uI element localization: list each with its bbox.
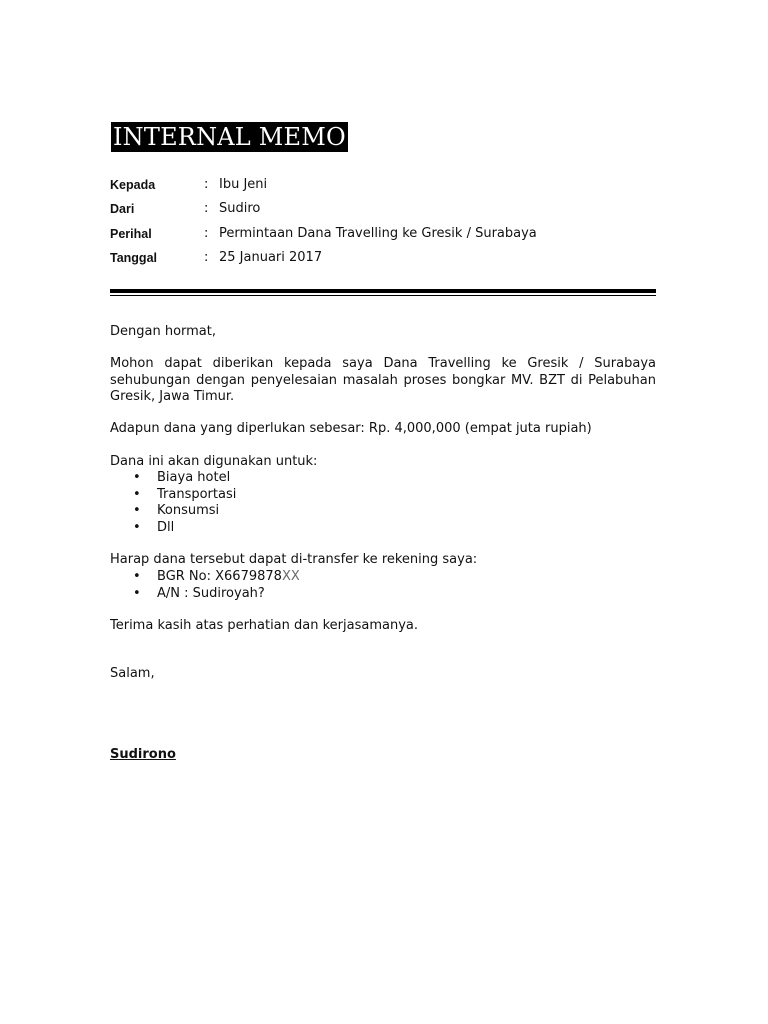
header-label: Kepada [110, 178, 156, 192]
list-item-text: Transportasi [157, 486, 237, 502]
header-colon: : [204, 250, 209, 265]
bullet-icon: • [133, 470, 141, 485]
header-value: Sudiro [219, 201, 261, 216]
header-divider-thin [110, 295, 656, 296]
header-colon: : [204, 201, 209, 216]
list-item [110, 569, 656, 586]
memo-title: INTERNAL MEMO [113, 123, 346, 151]
account-number-masked: XX [281, 569, 300, 584]
list-item-text: Biaya hotel [157, 470, 231, 485]
bullet-icon: • [133, 503, 141, 518]
header-colon: : [204, 226, 209, 241]
transfer-intro: Harap dana tersebut dapat di-transfer ke rekening saya: [110, 552, 478, 567]
header-row-kepada [110, 175, 670, 195]
list-item [110, 470, 656, 487]
header-colon: : [204, 177, 209, 192]
header-row-tanggal [110, 248, 670, 268]
header-label: Perihal [110, 227, 152, 241]
bullet-icon: • [133, 519, 141, 535]
header-label: Dari [110, 202, 135, 216]
signature-name: Sudirono [110, 747, 176, 762]
greeting: Dengan hormat, [110, 324, 217, 339]
list-item [110, 586, 656, 603]
closing-text: Terima kasih atas perhatian dan kerjasamanya. [110, 618, 419, 633]
list-item-text: Konsumsi [157, 503, 220, 518]
list-item [110, 503, 656, 520]
paragraph-amount: Adapun dana yang diperlukan sebesar: Rp. 4,000,000 (empat juta rupiah) [110, 421, 592, 436]
bullet-icon: • [133, 585, 141, 601]
header-row-perihal [110, 224, 670, 244]
header-divider-thick [110, 289, 656, 293]
header-row-dari [110, 199, 670, 219]
usage-list [110, 470, 656, 536]
usage-intro: Dana ini akan digunakan untuk: [110, 454, 318, 469]
header-label: Tanggal [110, 251, 157, 265]
bullet-icon: • [133, 569, 141, 584]
list-item [110, 520, 656, 537]
account-holder: A/N : Sudiroyah? [157, 585, 265, 601]
header-value: Permintaan Dana Travelling ke Gresik / Surabaya [219, 226, 537, 241]
bullet-icon: • [133, 486, 141, 502]
account-number: X6679878 [215, 569, 282, 584]
header-value: 25 Januari 2017 [219, 250, 323, 265]
salutation: Salam, [110, 666, 155, 681]
transfer-list [110, 569, 656, 602]
account-label: BGR No: [157, 569, 216, 584]
paragraph-request: Mohon dapat diberikan kepada saya Dana Travelling ke Gresik / Surabaya sehubungan dengan penyelesaian masalah proses bongkar MV. BZT di Pelabuhan Gresik, Jawa Timur. [110, 356, 656, 404]
list-item [110, 487, 656, 504]
header-value: Ibu Jeni [219, 177, 268, 192]
list-item-text: Dll [157, 519, 175, 535]
